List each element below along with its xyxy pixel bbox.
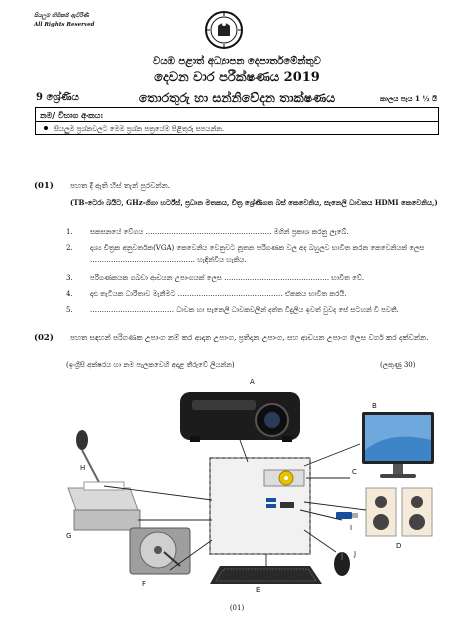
q1-item-text: දෘඪ තැටියක ධාරිතාව මැනීමට ……………………………………… ඒකකය භාවිත කරයි. <box>90 290 347 298</box>
label-d: D <box>396 542 402 550</box>
q1-item-text: සකසනයේ වේගය ……………………………………………… මගින් ප්‍රකාශ කරනු ලැබේ. <box>90 228 349 236</box>
q1-item-number: 3. <box>66 274 73 282</box>
department-title: වයඹ පළාත් අධ්‍යාපන දෙපාර්තමේන්තුව <box>153 56 321 67</box>
q2-note: (ඉංග්‍රීසි අක්ෂරය හා නම පැලකවෙහි අදාළ තීරුවේ ලියන්න) <box>66 361 235 369</box>
label-i: I <box>350 524 353 532</box>
label-g: G <box>66 532 72 540</box>
copyright-en: All Rights Reserved <box>34 22 95 28</box>
label-j: J <box>354 550 357 558</box>
q1-terms: (TB-ටෙරා බයිට, GHz-ගිගා හර්ට්ස්, ප්‍රධාන මතකය, චිත්‍ර ශ්‍රේණිගත බස් කෙවෙනිය, සැනෙලි ධාවකය HDMI කෙවෙනිය,) <box>70 198 438 207</box>
grade-label: 9 ශ්‍රේණිය <box>36 92 79 103</box>
mouse-icon <box>334 552 350 576</box>
q1-number: (01) <box>34 181 54 191</box>
projector-icon <box>180 392 300 442</box>
q1-item-text: දෘශ්‍ය චිත්‍රක අනුවර්තක(VGA) කෙවෙනිය වෙනුවට නූතන පරිගණක වල අද බහුලව භාවිත කරන කෙවෙනියක් ලෙස ……………………………………… හැඳින්විය හැකිය. <box>90 244 425 264</box>
exam-title: දෙවන වාර පරීක්ෂණය 2019 <box>154 70 320 85</box>
q1-item-5 <box>66 304 440 330</box>
name-field[interactable] <box>35 107 439 121</box>
q1-item-number: 2. <box>66 244 73 252</box>
flash-drive-icon <box>336 512 358 519</box>
computer-devices-diagram <box>60 370 440 594</box>
q2-marks: (ලකුණු 30) <box>380 361 416 369</box>
q1-item-number: 4. <box>66 290 73 298</box>
page-number: (01) <box>229 604 245 612</box>
q1-item-3 <box>66 272 440 286</box>
monitor-icon <box>362 412 434 478</box>
subject-title: තොරතුරු හා සන්නිවේදන තාක්ෂණය <box>138 90 336 105</box>
q2-number: (02) <box>34 333 54 343</box>
instruction-text: සියලුම ප්‍රශ්නවලට මෙම ප්‍රශ්න පත්‍රයේම පිළිතුරු සපයන්න. <box>54 125 225 133</box>
q1-item-text: පරිගණකයක ගබඩා ආචයන උපාංගයක් ලෙස ……………………………………… භාවිත වේ. <box>90 274 365 282</box>
label-b: B <box>372 402 377 410</box>
copyright-si: සියලුම හිමිකම් ඇවිරිණි <box>34 13 89 19</box>
label-a: A <box>250 378 255 386</box>
duration-label: කාලය පැය 1 ½ යි <box>380 94 438 103</box>
q1-item-1 <box>66 226 440 240</box>
q1-item-4 <box>66 288 440 302</box>
bullet-icon <box>44 126 48 130</box>
name-field-label: නම/ විභාග අංකය: <box>40 110 104 120</box>
government-crest-icon <box>204 10 244 50</box>
copyright-notice <box>34 12 95 30</box>
q1-item-number: 1. <box>66 228 73 236</box>
label-f: F <box>142 580 147 588</box>
q1-item-text: ……………………………… ධාවක හා සැනෙලි ධාවකවලින් දත්ත විදුලිය ඉවත් වුවද සේ සටහන් වී පවතී. <box>90 306 399 314</box>
keyboard-icon <box>210 566 322 584</box>
system-unit-icon <box>210 458 310 554</box>
label-e: E <box>256 586 261 594</box>
q2-prompt: පහත සඳහන් පරිගණක උපාංග නම් කර ආදාන උපාංග, ප්‍රතිදාන උපාංග, සහ ආචයන උපාංග ලෙස වර්ග කර දක්වන්න. <box>70 333 429 342</box>
q1-item-number: 5. <box>66 306 73 314</box>
q1-prompt: පහත දී ඇති හිස් තැන් පුරවන්න. <box>70 181 171 190</box>
hard-disk-icon <box>130 528 190 574</box>
speakers-icon <box>366 488 432 536</box>
label-c: C <box>352 468 357 476</box>
instruction-box <box>35 121 439 135</box>
label-h: H <box>80 464 86 472</box>
q1-item-2 <box>66 242 440 268</box>
